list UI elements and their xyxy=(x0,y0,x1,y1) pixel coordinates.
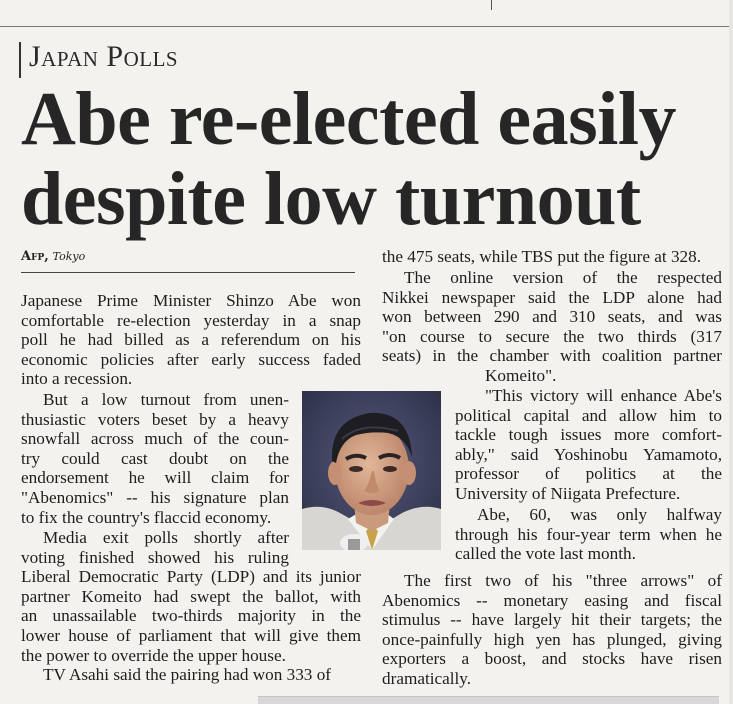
text-line: into a recession. xyxy=(21,369,133,389)
byline-rule xyxy=(21,272,355,273)
text-line: called the vote last month. xyxy=(455,544,636,564)
portrait-illustration xyxy=(302,391,441,550)
portrait-photo xyxy=(302,391,441,550)
text-line: "This victory will enhance Abe's xyxy=(485,386,722,405)
text-line: economic policies after early success faded xyxy=(21,349,361,369)
text-line: partner Komeito had swept the ballot, with xyxy=(21,586,361,606)
column-divider xyxy=(491,0,492,10)
text-line: to fix the country's flaccid economy. xyxy=(21,507,272,527)
text-line: through his four-year term when he xyxy=(455,524,722,544)
left-paragraph-2 xyxy=(21,390,289,527)
previous-article-cutoff xyxy=(0,0,733,26)
text-line: TV Asahi said the pairing had won 333 of xyxy=(43,665,332,684)
text-line: Abenomics -- monetary easing and fiscal xyxy=(382,590,722,610)
text-line: The online version of the respected xyxy=(404,268,722,287)
text-line: an unassailable two-thirds majority in the xyxy=(21,606,361,626)
text-line: tackle tough issues more comfort- xyxy=(455,425,722,445)
text-line: the power to override the upper house. xyxy=(21,645,286,665)
page-right-edge xyxy=(729,0,733,704)
text-line: University of Niigata Prefecture. xyxy=(455,483,681,503)
text-line: ably," said Yoshinobu Yamamoto, xyxy=(455,444,722,464)
text-line: "Abenomics" -- his signature plan xyxy=(21,487,289,507)
text-line: Japanese Prime Minister Shinzo Abe won xyxy=(21,291,361,310)
right-paragraph-3 xyxy=(455,386,722,504)
left-paragraph-4 xyxy=(21,665,361,685)
headline xyxy=(21,79,721,239)
text-line: dramatically. xyxy=(382,668,472,688)
text-line: try could cast doubt on the xyxy=(21,448,289,468)
right-paragraph-2 xyxy=(382,268,722,386)
text-line: Abe, 60, was only halfway xyxy=(477,505,722,524)
text-line: voting finished showed his ruling xyxy=(21,547,289,567)
text-line: the 475 seats, while TBS put the figure at 328. xyxy=(382,247,702,266)
text-line: exporters a boost, and stocks have risen xyxy=(382,649,722,669)
left-paragraph-1 xyxy=(21,291,361,389)
text-line: lower house of parliament that will give them xyxy=(21,625,361,645)
byline-city: Tokyo xyxy=(52,250,86,263)
text-line: Media exit polls shortly after xyxy=(43,528,289,547)
text-line: snowfall across much of the coun- xyxy=(21,429,289,449)
right-paragraph-4 xyxy=(455,505,722,564)
text-line: seats) in the chamber with coalition partner xyxy=(382,346,722,366)
section-kicker: Japan Polls xyxy=(29,40,179,73)
text-line: once-painfully high yen has plunged, giving xyxy=(382,629,722,649)
text-line: thusiastic voters beset by a heavy xyxy=(21,409,289,429)
text-line: professor of politics at the xyxy=(455,464,722,484)
text-line: Komeito". xyxy=(485,365,557,385)
byline xyxy=(21,249,85,264)
right-paragraph-1 xyxy=(382,247,722,267)
text-line: Liberal Democratic Party (LDP) and its junior xyxy=(21,567,361,587)
text-line: But a low turnout from unen- xyxy=(43,390,289,409)
text-line: The first two of his "three arrows" of xyxy=(404,571,722,590)
text-line: stimulus -- have largely hit their targets; the xyxy=(382,610,722,630)
top-rule xyxy=(0,26,733,27)
text-line: poll he had billed as a referendum on his xyxy=(21,330,361,350)
right-paragraph-5 xyxy=(382,571,722,689)
headline-line-1: Abe re-elected easily xyxy=(21,77,676,161)
text-line: won between 290 and 310 seats, and was xyxy=(382,307,722,327)
page-bottom-edge xyxy=(258,696,719,704)
byline-agency: Afp, xyxy=(21,249,49,264)
text-line: comfortable re-election yesterday in a snap xyxy=(21,310,361,330)
text-line: Nikkei newspaper said the LDP alone had xyxy=(382,287,722,307)
text-line: "on course to secure the two thirds (317 xyxy=(382,326,722,346)
kicker-bar xyxy=(19,42,21,78)
text-line: political capital and allow him to xyxy=(455,405,722,425)
headline-line-2: despite low turnout xyxy=(21,157,641,241)
text-line: endorsement he will claim for xyxy=(21,468,289,488)
